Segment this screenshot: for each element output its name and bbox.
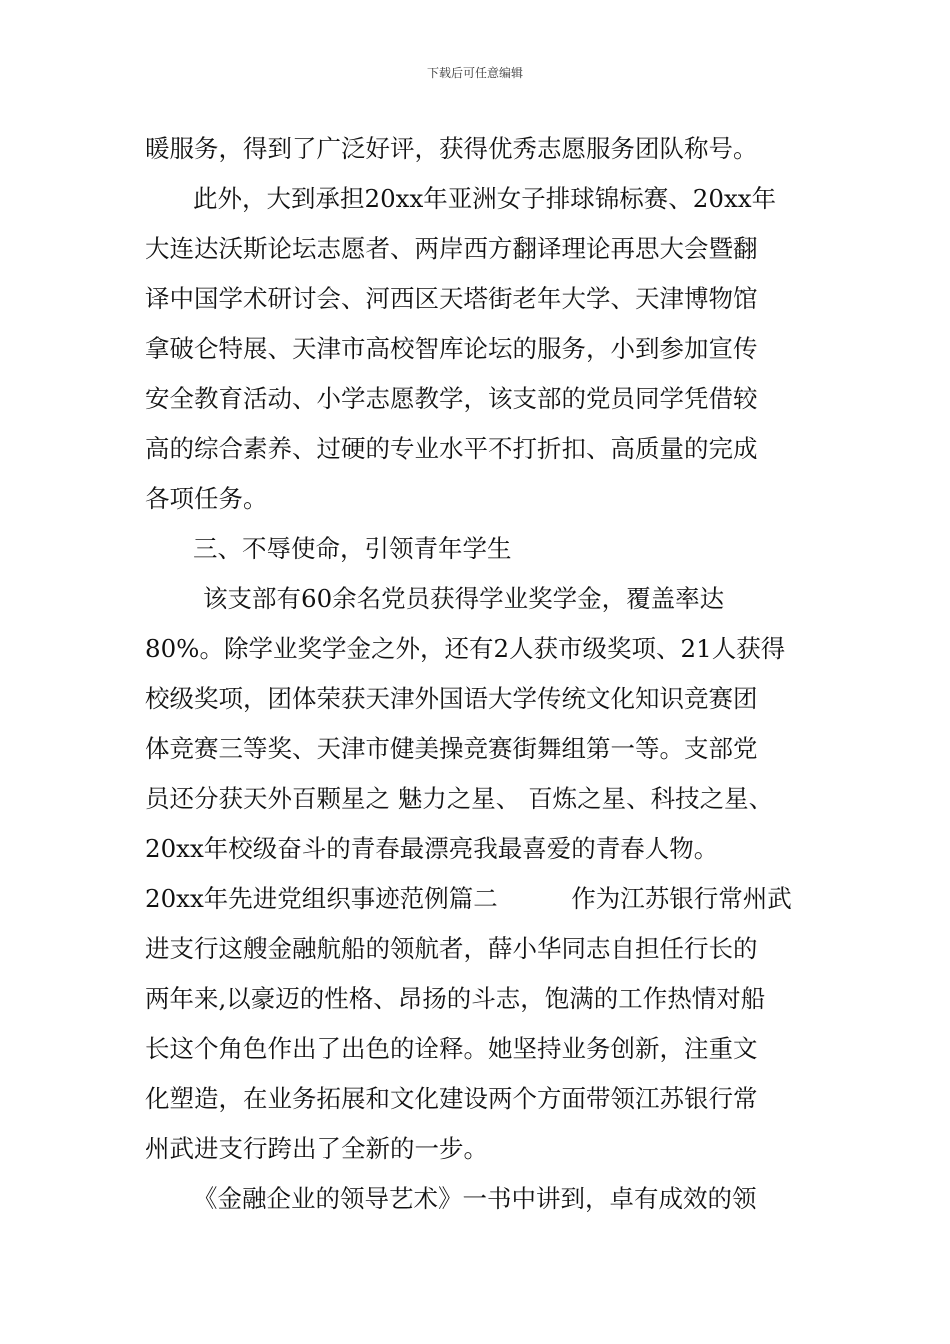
text-line: 两年来,以豪迈的性格、昂扬的斗志，饱满的工作热情对船	[145, 984, 766, 1013]
text-line: 拿破仑特展、天津市高校智库论坛的服务，小到参加宣传	[145, 334, 758, 363]
text-line: 20xx年校级奋斗的青春最漂亮我最喜爱的青春人物。	[145, 834, 719, 863]
text-line: 体竞赛三等奖、天津市健美操竞赛街舞组第一等。支部党	[145, 734, 758, 763]
text-line: 长这个角色作出了出色的诠释。她坚持业务创新，注重文	[145, 1034, 758, 1063]
text-line: 进支行这艘金融航船的领航者，薛小华同志自担任行长的	[145, 934, 758, 963]
text-line: 该支部有60余名党员获得学业奖学金，覆盖率达	[203, 584, 725, 613]
text-line: 州武进支行跨出了全新的一步。	[145, 1134, 488, 1163]
text-line: 译中国学术研讨会、河西区天塔街老年大学、天津博物馆	[145, 284, 758, 313]
page-header: 下载后可任意编辑	[426, 66, 523, 80]
text-line: 大连达沃斯论坛志愿者、两岸西方翻译理论再思大会暨翻	[145, 234, 758, 263]
text-line: 《金融企业的领导艺术》一书中讲到，卓有成效的领	[193, 1184, 757, 1213]
text-line: 三、不辱使命，引领青年学生	[193, 534, 512, 563]
text-line: 此外，大到承担20xx年亚洲女子排球锦标赛、20xx年	[193, 184, 777, 213]
text-line: 暖服务，得到了广泛好评，获得优秀志愿服务团队称号。	[145, 134, 758, 163]
text-line: 员还分获天外百颗星之 魅力之星、 百炼之星、科技之星、	[145, 784, 774, 813]
text-line: 各项任务。	[145, 484, 268, 513]
text-line: 80%。除学业奖学金之外，还有2人获市级奖项、21人获得	[145, 634, 786, 663]
text-line: 安全教育活动、小学志愿教学，该支部的党员同学凭借较	[145, 384, 758, 413]
document-body	[145, 124, 825, 1224]
text-line: 校级奖项，团体荣获天津外国语大学传统文化知识竞赛团	[145, 684, 758, 713]
text-line: 化塑造，在业务拓展和文化建设两个方面带领江苏银行常	[145, 1084, 758, 1113]
text-line: 20xx年先进党组织事迹范例篇二 作为江苏银行常州武	[145, 884, 792, 913]
text-line: 高的综合素养、过硬的专业水平不打折扣、高质量的完成	[145, 434, 758, 463]
